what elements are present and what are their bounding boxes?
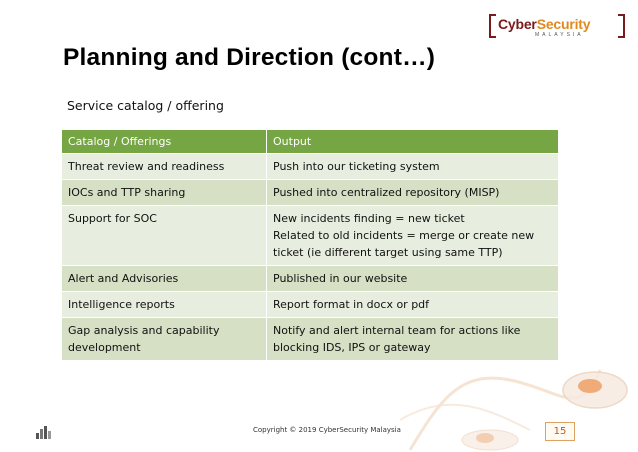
offering-cell: Support for SOC [62,206,267,266]
offering-cell [62,318,267,361]
slide-subtitle: Service catalog / offering [67,98,224,113]
output-cell: Published in our website [267,266,559,292]
table-row [62,154,559,180]
offering-cell: Threat review and readiness [62,154,267,180]
offering-cell: Alert and Advisories [62,266,267,292]
output-cell: Pushed into centralized repository (MISP) [267,180,559,206]
offering-cell: Intelligence reports [62,292,267,318]
output-line: blocking IDS, IPS or gateway [273,341,431,354]
slide-title: Planning and Direction (cont…) [63,44,436,71]
offering-cell: IOCs and TTP sharing [62,180,267,206]
corner-logo-icon [36,425,52,439]
output-cell: Push into our ticketing system [267,154,559,180]
logo-bracket-right [618,14,625,38]
output-line: Related to old incidents = merge or create new [273,229,535,242]
logo-text: CyberSecurity [498,16,591,32]
offering-line: Gap analysis and capability [68,324,220,337]
table-row [62,180,559,206]
offering-line: development [68,341,141,354]
output-line: Notify and alert internal team for actions like [273,324,521,337]
table-header-row [62,130,559,154]
output-cell: Report format in docx or pdf [267,292,559,318]
output-line: New incidents finding = new ticket [273,212,465,225]
copyright-text: Copyright © 2019 CyberSecurity Malaysia [253,426,401,434]
table-row [62,206,559,266]
header-output: Output [267,130,559,154]
logo-subtext: MALAYSIA [535,32,584,38]
decorative-mouse-illustration [400,280,638,452]
logo-bracket-left [489,14,496,38]
cybersecurity-malaysia-logo [489,14,625,40]
output-cell [267,206,559,266]
header-catalog-offerings: Catalog / Offerings [62,130,267,154]
page-number: 15 [545,422,575,441]
output-line: ticket (ie different target using same TTP) [273,246,503,259]
